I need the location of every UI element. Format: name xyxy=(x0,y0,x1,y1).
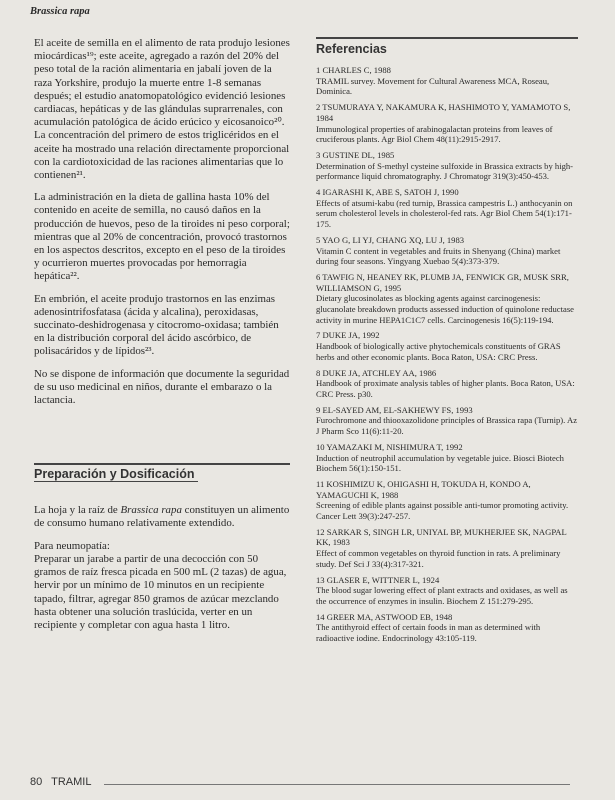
reference-text: The antithyroid effect of certain foods in man as determined with radioactive iodine. Endocrinology 43:105-119. xyxy=(316,622,541,644)
section-heading-preparation: Preparación y Dosificación xyxy=(34,463,290,482)
reference-item xyxy=(316,405,578,437)
reference-authors: 13 GLASER E, WITTNER L, 1924 xyxy=(316,574,440,585)
reference-authors: 9 EL-SAYED AM, EL-SAKHEWY FS, 1993 xyxy=(316,404,473,415)
reference-text: Handbook of proximate analysis tables of higher plants. Boca Raton, USA: CRC Press. p30. xyxy=(316,378,575,399)
reference-text: Handbook of biologically active phytochemicals constituents of GRAS herbs and other economic plants. Boca Raton, USA: CRC Press. xyxy=(316,341,561,362)
reference-text: Screening of edible plants against possible anti-tumor promoting activity. Cancer Lett 39(3):247-257. xyxy=(316,500,569,522)
reference-item xyxy=(316,150,578,182)
reference-item xyxy=(316,479,578,522)
reference-authors: 7 DUKE JA, 1992 xyxy=(316,330,380,341)
reference-authors: 11 KOSHIMIZU K, OHIGASHI H, TOKUDA H, KONDO A, YAMAGUCHI K, 1988 xyxy=(316,478,531,500)
reference-authors: 8 DUKE JA, ATCHLEY AA, 1986 xyxy=(316,367,437,378)
reference-item xyxy=(316,187,578,230)
footer-rule xyxy=(104,784,570,785)
reference-authors: 1 CHARLES C, 1988 xyxy=(316,65,391,75)
reference-item xyxy=(316,235,578,267)
reference-authors: 4 IGARASHI K, ABE S, SATOH J, 1990 xyxy=(316,187,459,198)
reference-text: Dietary glucosinolates as blocking agents against carcinogenesis: glucanolate breakdown products assessed induction of quinolone reductase activity in murine HEPA1C1C7 cells. Carcinogenesis 16(5):119-194. xyxy=(316,293,574,325)
references-list xyxy=(316,65,578,644)
references-heading: Referencias xyxy=(316,37,578,56)
paragraph-toxicity-1: El aceite de semilla en el alimento de rata produjo lesiones miocárdicas¹⁹; este aceite, agregado a razón del 20% del peso total de la ración alimentaria en jabalí joven de la raza Yorkshire, produjo la muerte entre 1-8 semanas después; el estudio anatomopatológico evidenció lesiones cardiacas, hepáticas y de las glándulas suprarrenales, con acumulación patológica de ácido erúcico y eicosanoico²⁰. La concentración del primero de estos triglicéridos en el aceite ha mostrado una relación directamente proporcional con la cardiotoxicidad de las raciones alimentarias que lo contienen²¹. xyxy=(34,37,290,182)
reference-text: Induction of neutrophil accumulation by vegetable juice. Biosci Biotech Biochem 56(1):150-151. xyxy=(316,452,564,474)
reference-authors: 6 TAWFIG N, HEANEY RK, PLUMB JA, FENWICK GR, MUSK SRR, WILLIAMSON G, 1995 xyxy=(316,271,569,293)
paragraph-preparation-intro: La hoja y la raíz de Brassica rapa constituyen un alimento de consumo humano relativamente extendido. xyxy=(34,504,290,530)
reference-text: The blood sugar lowering effect of plant extracts and oxidases, as well as the occurrence of enzymes in insulin. Biochem Z 151:279-295. xyxy=(316,585,568,606)
reference-authors: 14 GREER MA, ASTWOOD EB, 1948 xyxy=(316,611,453,622)
reference-text: TRAMIL survey. Movement for Cultural Awareness MCA, Roseau, Dominica. xyxy=(316,75,550,97)
paragraph-preparation-instructions: Preparar un jarabe a partir de una decocción con 50 gramos de raíz fresca picada en 500 mL (2 tazas) de agua, hervir por un mínimo de 10 minutos en un recipiente tapado, filtrar, agregar 850 gramos de azúcar mezclando hasta obtener una solución traslúcida, verter en un recipiente y completar con agua hasta 1 litro. xyxy=(34,552,287,631)
paragraph-toxicity-3: En embrión, el aceite produjo trastornos en las enzimas adenosintrifosfatasa (ácida y alcalina), peroxidasas, succinato-deshidrogenasa y citocromo-oxidasa; también en la distribución corporal del ácido ascórbico, de polisacáridos y de lípidos²³. xyxy=(34,292,279,358)
preparation-label: Para neumopatía: xyxy=(34,539,110,552)
reference-item xyxy=(316,575,578,607)
reference-item xyxy=(316,102,578,145)
reference-item xyxy=(316,65,578,97)
reference-authors: 3 GUSTINE DL, 1985 xyxy=(316,149,395,160)
reference-text: Determination of S-methyl cysteine sulfoxide in Brassica extracts by high-performance liquid chromatography. J Chromatogr 319(3):450-453. xyxy=(316,160,574,182)
paragraph-safety: No se dispone de información que documente la seguridad de su uso medicinal en niños, durante el embarazo o la lactancia. xyxy=(34,367,290,407)
reference-authors: 2 TSUMURAYA Y, NAKAMURA K, HASHIMOTO Y, YAMAMOTO S, 1984 xyxy=(316,102,571,123)
reference-text: Furochromone and thiooxazolidone principles of Brassica rapa (Turnip). Az J Pharm Sco 11(6):11-20. xyxy=(316,415,578,437)
reference-item xyxy=(316,368,578,400)
reference-text: Effects of atsumi-kabu (red turnip, Brassica campestris L.) anthocyanin on serum cholesterol levels in cholesterol-fed rats. Agr Biol Chem 54(1):171-175. xyxy=(316,197,573,230)
reference-item xyxy=(316,330,578,362)
page-number: 80 xyxy=(30,776,43,788)
reference-text: Immunological properties of arabinogalactan proteins from leaves of cruciferous plants. Agr Biol Chem 48(11):2915-2917. xyxy=(316,123,553,145)
reference-item xyxy=(316,527,578,570)
publisher-name: TRAMIL xyxy=(51,776,92,788)
reference-authors: 10 YAMAZAKI M, NISHIMURA T, 1992 xyxy=(316,441,463,452)
reference-item xyxy=(316,272,578,326)
reference-item xyxy=(316,442,578,474)
page-footer xyxy=(30,776,91,788)
paragraph-toxicity-2: La administración en la dieta de gallina hasta 10% del contenido en aceite de semilla, no causó daños en la producción de huevos, peso de la tiroides ni peso corporal; mientras que al 20% de concentración, provocó trastornos en los aspectos descritos, excepto en el peso de la tiroides y ocurrieron muertes provocadas por hemorragia hepática²². xyxy=(34,191,290,283)
running-title: Brassica rapa xyxy=(30,6,90,17)
reference-text: Vitamin C content in vegetables and fruits in Shenyang (China) market during four seasons. Yingyang Xuebao 5(4):373-379. xyxy=(316,245,561,267)
reference-authors: 5 YAO G, LI YJ, CHANG XQ, LU J, 1983 xyxy=(316,234,465,245)
left-column xyxy=(34,37,290,641)
references-column xyxy=(316,37,578,649)
species-name: Brassica rapa xyxy=(120,504,182,517)
reference-item xyxy=(316,612,578,644)
reference-authors: 12 SARKAR S, SINGH LR, UNIYAL BP, MUKHERJEE SK, NAGPAL KK, 1983 xyxy=(316,526,567,548)
reference-text: Effect of common vegetables on thyroid function in rats. A preliminary study. Def Sci J 33(4):317-321. xyxy=(316,548,561,569)
